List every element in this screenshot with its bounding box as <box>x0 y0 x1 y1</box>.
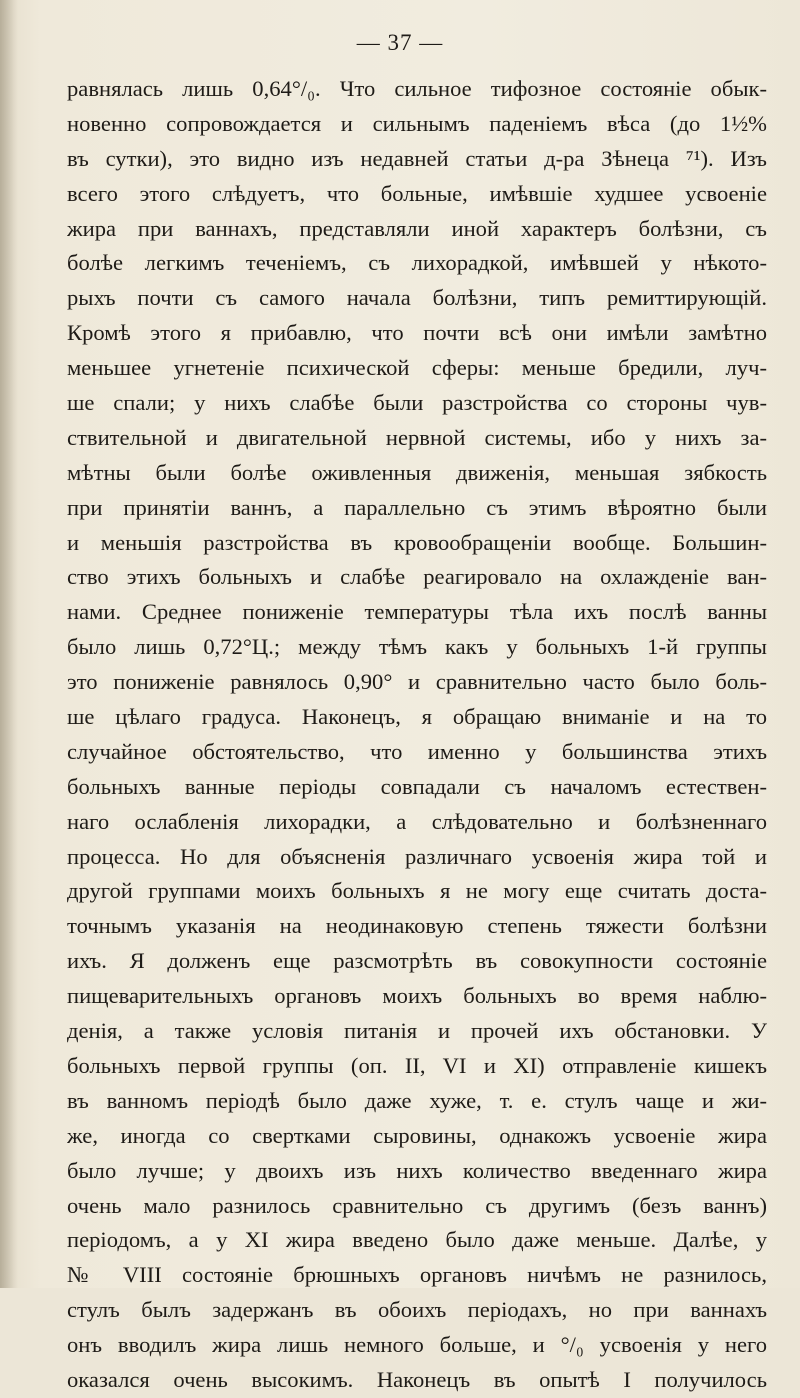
text-line: ство этихъ больныхъ и слабѣе реагировало на охлажденiе ван- <box>67 564 767 590</box>
text-line: всего этого слѣдуетъ, что больные, имѣвшiе худшее усвоенiе <box>67 180 767 206</box>
text-line: это пониженiе равнялось 0,90° и сравнительно часто было боль- <box>67 669 767 695</box>
text-line: оказался очень высокимъ. Наконецъ въ опытѣ I получилось <box>67 1366 767 1392</box>
text-line: въ сутки), это видно изъ недавней статьи д-ра Зѣнеца ⁷¹). Изъ <box>67 145 767 171</box>
spine-shadow <box>0 0 18 1288</box>
text-line: рыхъ почти съ самого начала болѣзни, типъ ремиттирующiй. <box>67 285 767 311</box>
text-line: ше цѣлаго градуса. Наконецъ, я обращаю вниманiе и на то <box>67 704 767 730</box>
text-line: въ ванномъ перiодѣ было даже хуже, т. е. стулъ чаще и жи- <box>67 1087 767 1113</box>
text-line: денiя, а также условiя питанiя и прочей ихъ обстановки. У <box>67 1018 767 1044</box>
text-line: меньшее угнетенiе психической сферы: меньше бредили, луч- <box>67 355 767 381</box>
text-line: наго ослабленiя лихорадки, а слѣдовательно и болѣзненнаго <box>67 808 767 834</box>
body-text <box>67 72 767 1398</box>
text-line: ствительной и двигательной нервной системы, ибо у нихъ за- <box>67 424 767 450</box>
text-line: при принятiи ваннъ, а параллельно съ этимъ вѣроятно были <box>67 494 767 520</box>
text-line: было лишь 0,72°Ц.; между тѣмъ какъ у больныхъ 1-й группы <box>67 634 767 660</box>
text-line: новенно сопровождается и сильнымъ паденiемъ вѣса (до 1½% <box>67 110 767 136</box>
text-line: точнымъ указанiя на неодинаковую степень тяжести болѣзни <box>67 913 767 939</box>
text-line: ше спали; у нихъ слабѣе были разстройства со стороны чув- <box>67 390 767 416</box>
text-line: другой группами моихъ больныхъ я не могу еще считать доста- <box>67 878 767 904</box>
text-line: равнялась лишь 0,64°/₀. Что сильное тифозное состоянiе обык- <box>67 76 767 101</box>
text-line: Кромѣ этого я прибавлю, что почти всѣ они имѣли замѣтно <box>67 320 767 346</box>
text-line: больныхъ ванные перiоды совпадали съ началомъ естествен- <box>67 773 767 799</box>
page-number: — 37 — <box>356 30 444 55</box>
text-line: нами. Среднее пониженiе температуры тѣла ихъ послѣ ванны <box>67 599 767 625</box>
text-line: жира при ваннахъ, представляли иной характеръ болѣзни, съ <box>67 215 767 241</box>
text-line: болѣе легкимъ теченiемъ, съ лихорадкой, имѣвшей у нѣкото- <box>67 250 767 276</box>
text-line: пищеварительныхъ органовъ моихъ больныхъ во время наблю- <box>67 983 767 1009</box>
text-line: мѣтны были болѣе оживленныя движенiя, меньшая зябкость <box>67 459 767 485</box>
text-line: онъ вводилъ жира лишь немного больше, и °/₀ усвоенiя у него <box>67 1332 767 1358</box>
text-line: и меньшiя разстройства въ кровообращенiи вообще. Большин- <box>67 529 767 555</box>
text-line: перiодомъ, а у XI жира введено было даже меньше. Далѣе, у <box>67 1227 767 1253</box>
text-line: случайное обстоятельство, что именно у большинства этихъ <box>67 738 767 764</box>
text-line: ихъ. Я долженъ еще разсмотрѣть въ совокупности состоянiе <box>67 948 767 974</box>
text-line: очень мало разнилось сравнительно съ другимъ (безъ ваннъ) <box>67 1192 767 1218</box>
text-line: стулъ былъ задержанъ въ обоихъ перiодахъ, но при ваннахъ <box>67 1297 767 1323</box>
text-line: же, иногда со свертками сыровины, однакожъ усвоенiе жира <box>67 1122 767 1148</box>
text-line: больныхъ первой группы (оп. II, VI и XI) отправленiе кишекъ <box>67 1052 767 1078</box>
text-line: было лучше; у двоихъ изъ нихъ количество введеннаго жира <box>67 1157 767 1183</box>
text-line: процесса. Но для объясненiя различнаго усвоенiя жира той и <box>67 843 767 869</box>
text-line: № VIII состоянiе брюшныхъ органовъ ничѣмъ не разнилось, <box>67 1262 767 1288</box>
